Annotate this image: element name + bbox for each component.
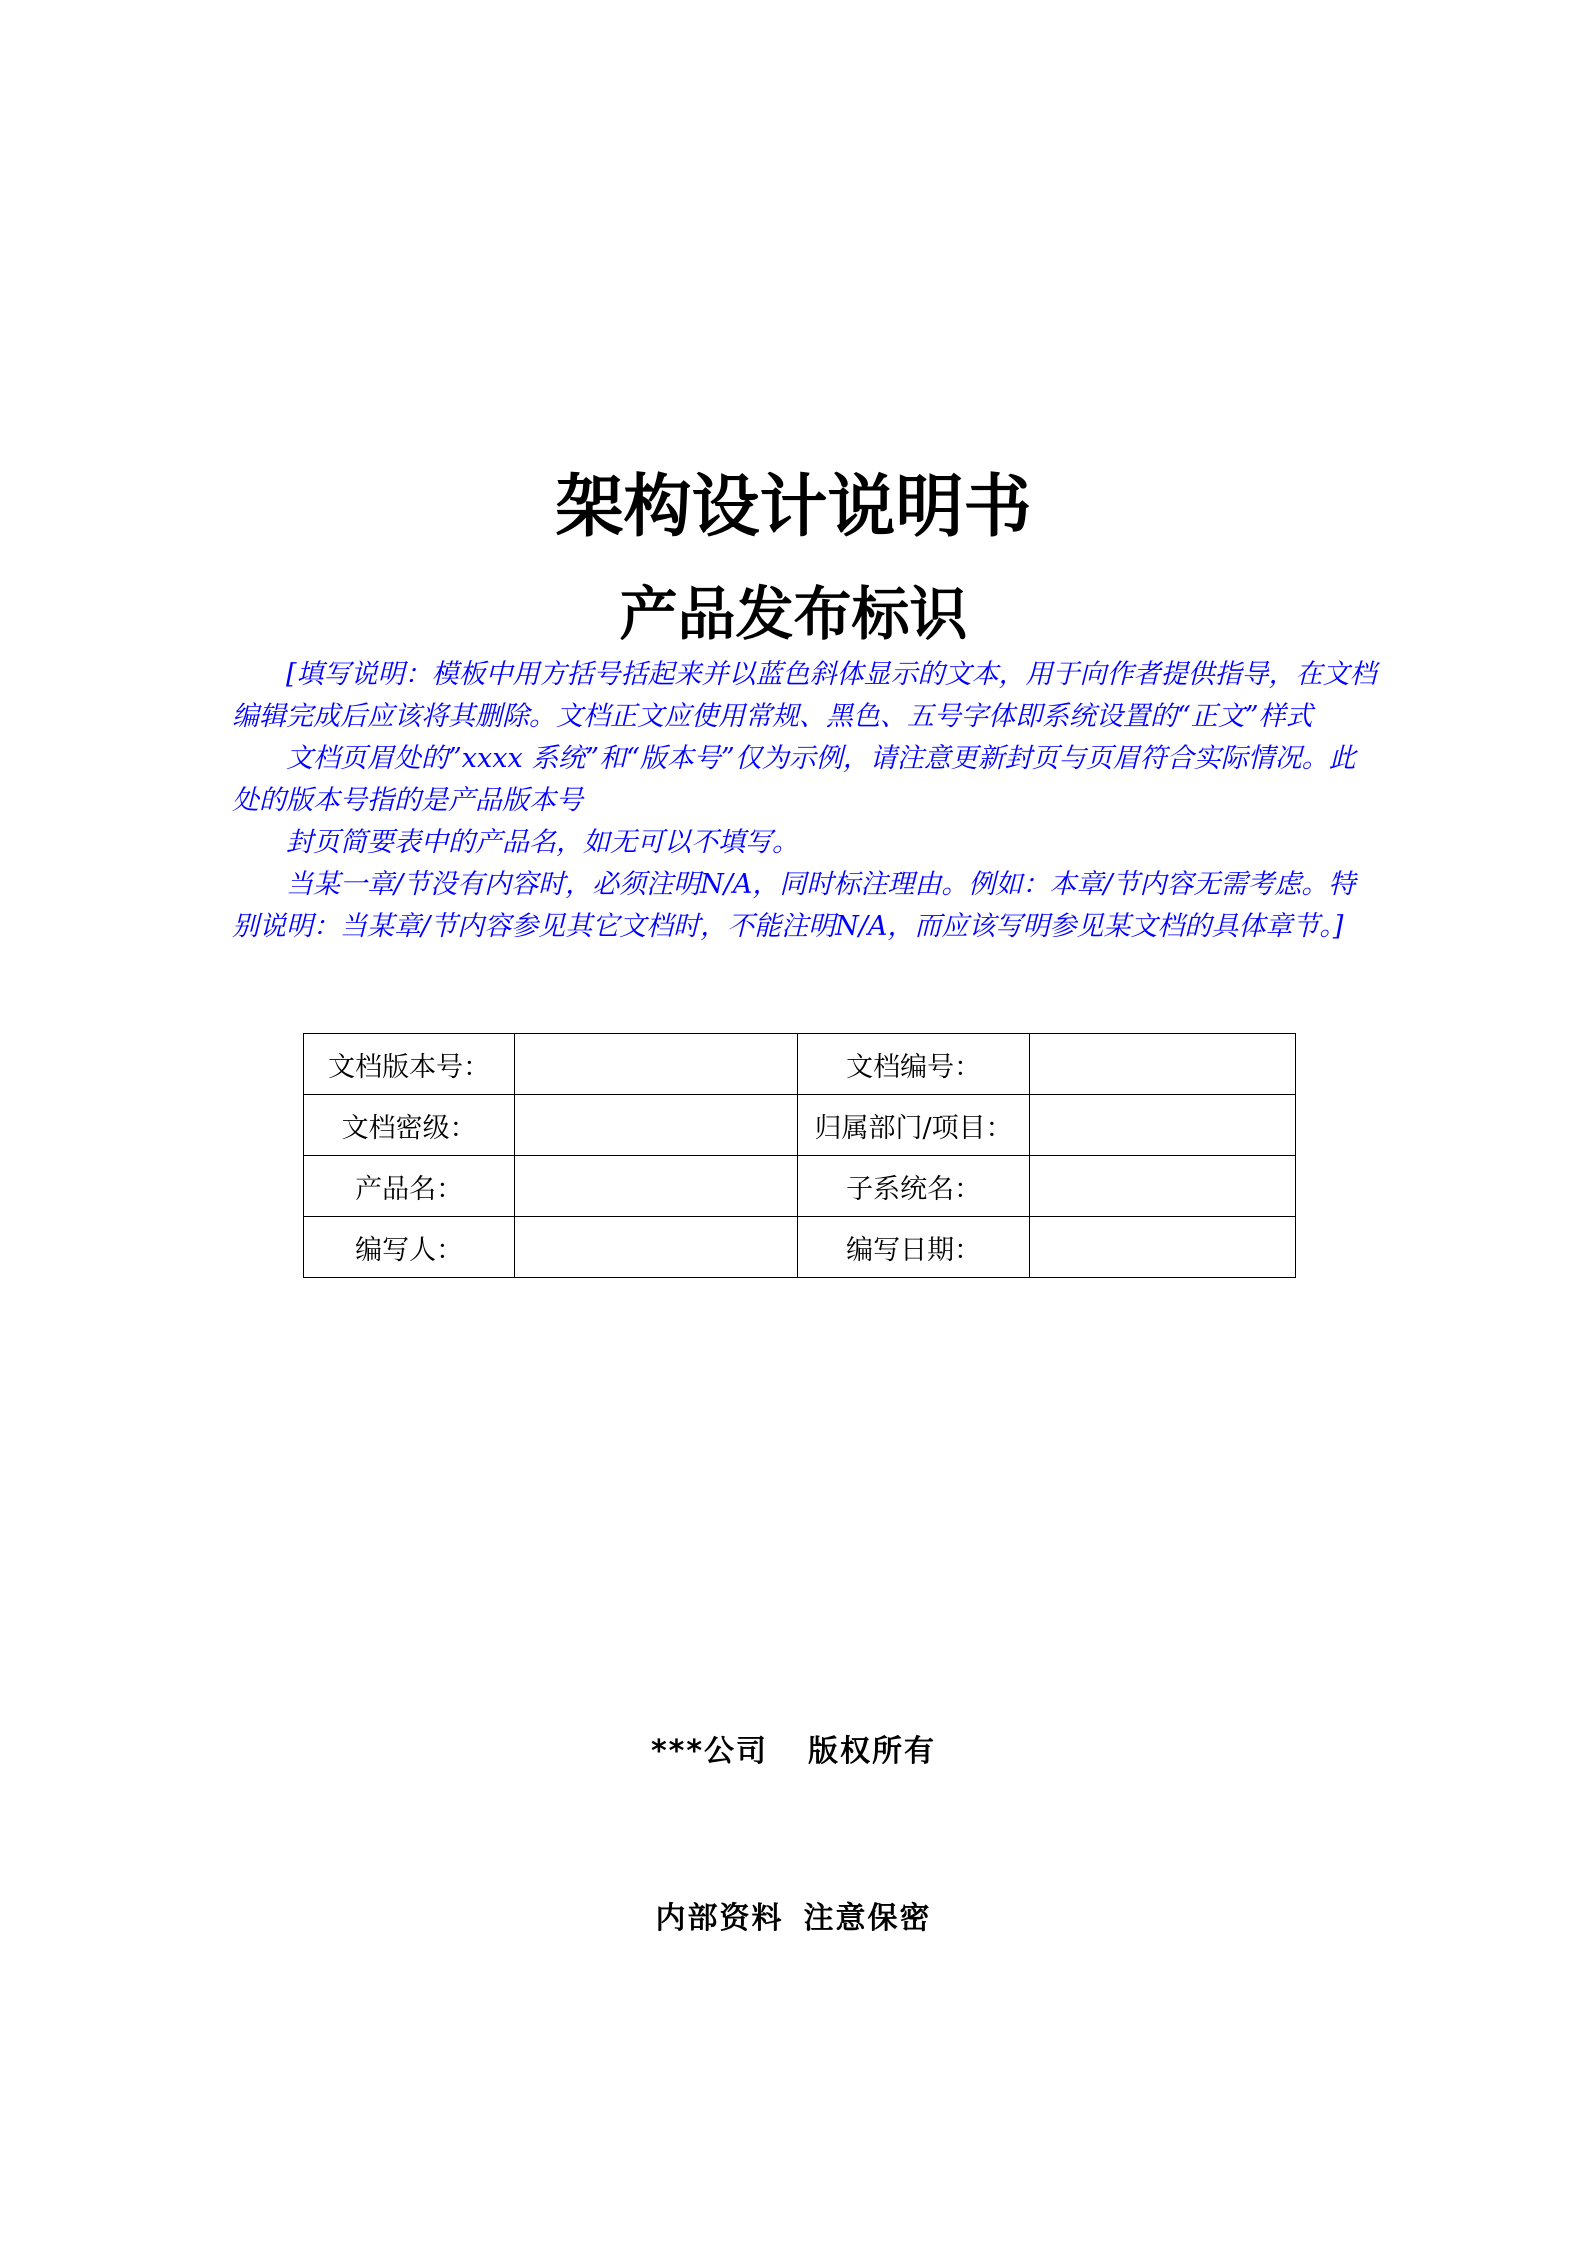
field-label: 文档版本号：: [304, 1034, 515, 1095]
document-info-table: [303, 1033, 1296, 1278]
table-row: [304, 1095, 1296, 1156]
field-label: 产品名：: [304, 1156, 515, 1217]
confidential-text-2: 注意保密: [803, 1901, 932, 1936]
field-value[interactable]: [1030, 1156, 1296, 1217]
company-name: ***公司: [650, 1734, 769, 1769]
guide-instructions: [232, 654, 1377, 948]
field-value[interactable]: [1030, 1034, 1296, 1095]
copyright-line: [0, 1726, 1587, 1770]
document-subtitle: 产品发布标识: [619, 580, 968, 648]
guide-paragraph: [填写说明：模板中用方括号括起来并以蓝色斜体显示的文本，用于向作者提供指导，在文档编辑完成后应该将其删除。文档正文应使用常规、黑色、五号字体即系统设置的“正文”样式: [232, 659, 1377, 732]
table-row: [304, 1217, 1296, 1278]
guide-paragraph: 文档页眉处的”xxxx 系统”和“版本号”仅为示例，请注意更新封页与页眉符合实际情况。此处的版本号指的是产品版本号: [232, 743, 1356, 816]
confidential-line: [0, 1893, 1587, 1937]
field-value[interactable]: [515, 1217, 798, 1278]
field-label: 子系统名：: [798, 1156, 1030, 1217]
guide-paragraph: 封页简要表中的产品名，如无可以不填写。: [286, 827, 799, 858]
field-label: 编写日期：: [798, 1217, 1030, 1278]
field-label: 归属部门/项目：: [798, 1095, 1030, 1156]
copyright-text: 版权所有: [808, 1734, 937, 1769]
document-title: 架构设计说明书: [555, 468, 1032, 547]
field-label: 文档密级：: [304, 1095, 515, 1156]
field-value[interactable]: [1030, 1217, 1296, 1278]
field-label: 编写人：: [304, 1217, 515, 1278]
confidential-text-1: 内部资料: [655, 1901, 784, 1936]
field-value[interactable]: [515, 1156, 798, 1217]
field-value[interactable]: [515, 1034, 798, 1095]
table-row: [304, 1034, 1296, 1095]
field-value[interactable]: [1030, 1095, 1296, 1156]
field-value[interactable]: [515, 1095, 798, 1156]
field-label: 文档编号：: [798, 1034, 1030, 1095]
guide-paragraph: 当某一章/节没有内容时，必须注明N/A，同时标注理由。例如：本章/节内容无需考虑。特别说明：当某章/节内容参见其它文档时，不能注明N/A，而应该写明参见某文档的具体章节。]: [232, 869, 1356, 942]
table-row: [304, 1156, 1296, 1217]
